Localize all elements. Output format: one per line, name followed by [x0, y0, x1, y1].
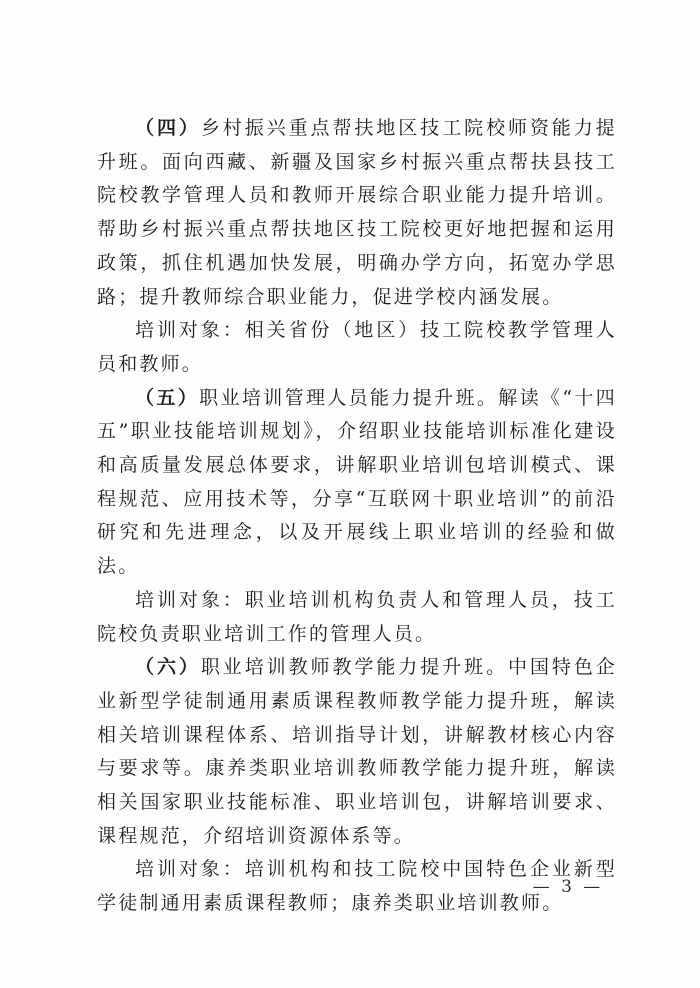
section-6-body: 职业培训教师教学能力提升班。中国特色企业新型学徒制通用素质课程教师教学能力提升班，解读相关培训课程体系、培训指导计划，讲解教材核心内容与要求等。康养类职业培训教师教学能力提升班，解读相关国家职业技能标准、职业培训包，讲解培训要求、课程规范，介绍培训资源体系等。: [97, 656, 617, 847]
section-6-target: 培训对象：培训机构和技工院校中国特色企业新型学徒制通用素质课程教师；康养类职业培训教师。: [97, 858, 617, 915]
section-4-heading: （四）: [135, 117, 201, 139]
section-5-heading: （五）: [135, 386, 200, 409]
document-body: [97, 112, 617, 921]
section-6-paragraph: [97, 651, 617, 853]
section-4-body: 乡村振兴重点帮扶地区技工院校师资能力提升班。面向西藏、新疆及国家乡村振兴重点帮扶县技工院校教学管理人员和教师开展综合职业能力提升培训。帮助乡村振兴重点帮扶地区技工院校更好地把握和运用政策，抓住机遇加快发展，明确办学方向，拓宽办学思路；提升教师综合职业能力，促进学校内涵发展。: [97, 117, 617, 308]
section-5-paragraph: [97, 382, 617, 584]
section-6-heading: （六）: [135, 656, 201, 679]
section-4-target: 培训对象：相关省份（地区）技工院校教学管理人员和教师。: [97, 319, 617, 375]
section-4-paragraph: [97, 112, 617, 314]
page-number: — 3 —: [532, 877, 604, 897]
section-5-target: 培训对象：职业培训机构负责人和管理人员，技工院校负责职业培训工作的管理人员。: [97, 588, 617, 645]
section-5-body: 职业培训管理人员能力提升班。解读《“十四五”职业技能培训规划》，介绍职业技能培训标准化建设和高质量发展总体要求，讲解职业培训包培训模式、课程规范、应用技术等，分享“互联网十职业培训”的前沿研究和先进理念，以及开展线上职业培训的经验和做法。: [97, 386, 617, 578]
